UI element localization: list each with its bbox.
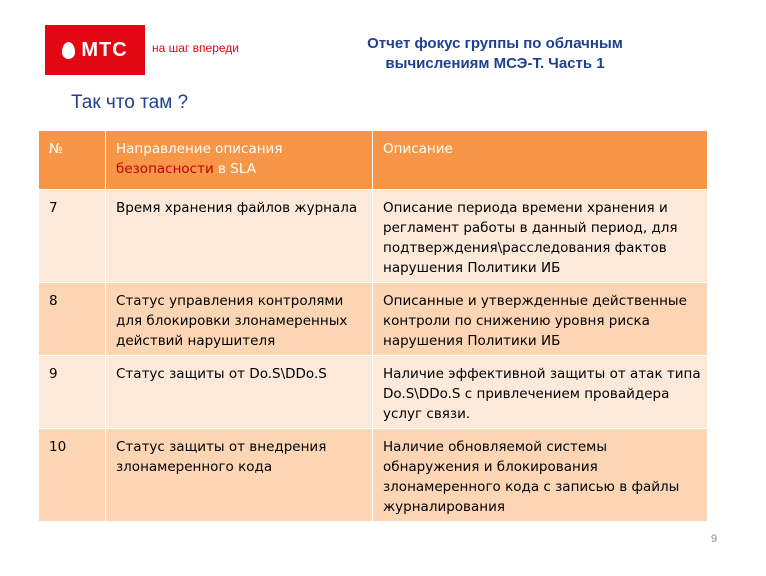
row-direction: Статус защиты от Do.S\DDo.S [106, 356, 373, 429]
header-num: № [39, 131, 106, 190]
table-row [39, 429, 708, 522]
sla-table [38, 130, 708, 522]
header-direction-line1: Направление описания [116, 141, 283, 157]
table-row [39, 190, 708, 283]
row-direction: Статус управления контролями для блокировки злонамеренных действий нарушителя [106, 283, 373, 356]
slogan: на шаг впереди [152, 41, 239, 55]
page-number: 9 [711, 533, 718, 545]
header-direction-tail: в SLA [213, 161, 256, 177]
row-num: 9 [39, 356, 106, 429]
mts-logo [45, 25, 145, 75]
header-description: Описание [373, 131, 708, 190]
logo-text: МТС [81, 38, 128, 61]
row-direction: Время хранения файлов журнала [106, 190, 373, 283]
section-heading: Так что там ? [71, 92, 189, 113]
row-num: 8 [39, 283, 106, 356]
header-direction [106, 131, 373, 190]
table-row [39, 356, 708, 429]
row-description: Описанные и утвержденные действенные контроли по снижению уровня риска нарушения Политики ИБ [373, 283, 708, 356]
row-description: Описание периода времени хранения и регламент работы в данный период, для подтверждения\расследования фактов нарушения Политики ИБ [373, 190, 708, 283]
row-description: Наличие эффективной защиты от атак типа Do.S\DDo.S с привлечением провайдера услуг связи. [373, 356, 708, 429]
row-num: 7 [39, 190, 106, 283]
row-description: Наличие обновляемой системы обнаружения и блокирования злонамеренного кода с записью в файлы журналирования [373, 429, 708, 522]
title-line-2: вычислениям МСЭ-Т. Часть 1 [385, 55, 605, 72]
table-row [39, 283, 708, 356]
row-direction: Статус защиты от внедрения злонамеренного кода [106, 429, 373, 522]
row-num: 10 [39, 429, 106, 522]
title-line-1: Отчет фокус группы по облачным [367, 35, 623, 52]
page-title [300, 34, 690, 74]
table-header-row [39, 131, 708, 190]
egg-icon [62, 42, 75, 59]
header-direction-accent: безопасности [116, 161, 214, 177]
